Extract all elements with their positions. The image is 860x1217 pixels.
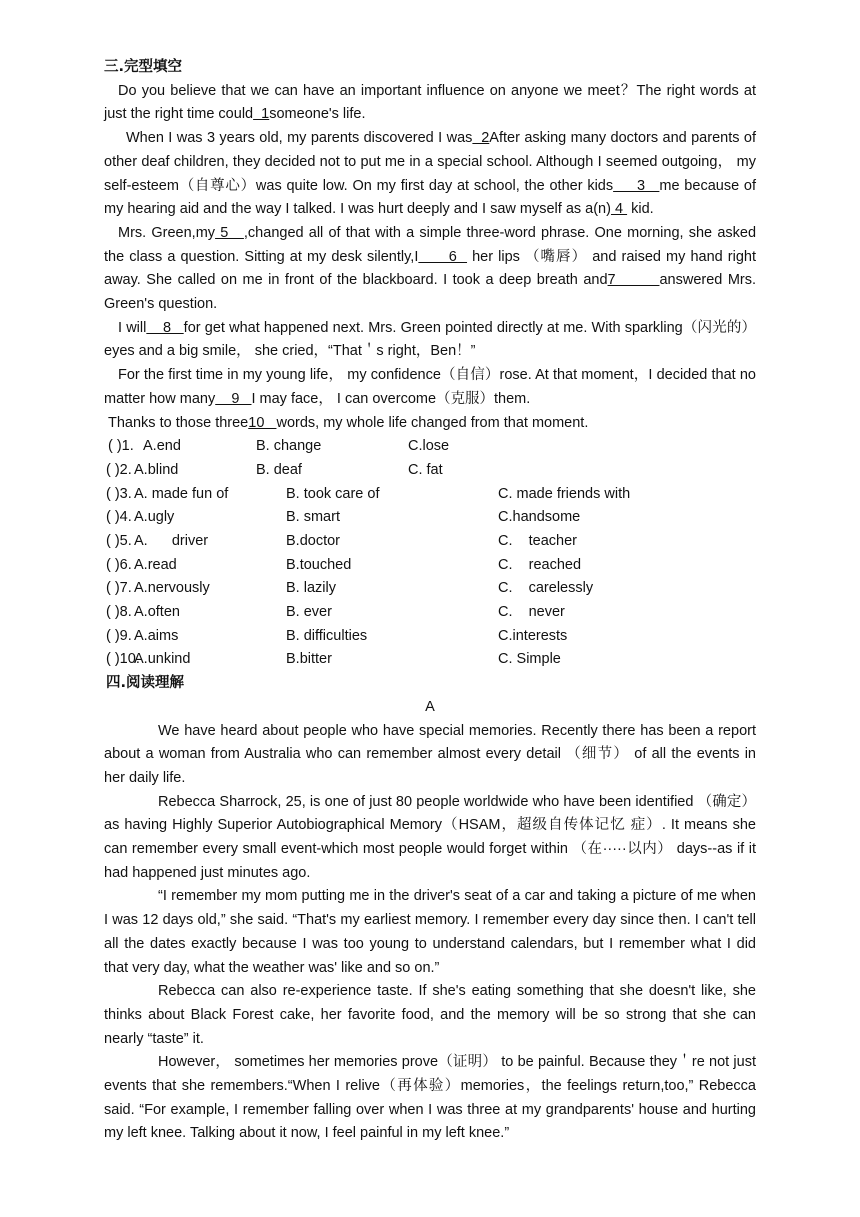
option-row: ( )3. A. made fun of B. took care of C. made friends with xyxy=(106,485,631,502)
option-row: ( )4. A.ugly B. smart C.handsome xyxy=(106,509,581,526)
blank-4: 4 xyxy=(610,201,628,218)
reading-paragraph: Rebecca Sharrock, 25, is one of just 80 people worldwide who have been identified （确定）as having Highly Superior Autobiographical Memory（HSAM，超级自传体记忆 症）. It means she can remember every small event-which most people would forget within （在·····以内） days--as if it had happened just minutes ago. xyxy=(104,793,756,881)
cloze-paragraph-6: Thanks to those three10 words, my whole life changed from that moment. xyxy=(108,414,589,431)
blank-3: 3 xyxy=(613,177,660,194)
option-row: ( )2. A.blind B. deaf C. fat xyxy=(106,461,443,478)
option-row: ( )6. A.read B.touched C. reached xyxy=(106,556,582,573)
option-row: ( )5. A. driver B.doctor C. teacher xyxy=(106,533,577,549)
option-row: ( )7. A.nervously B. lazily C. carelessly xyxy=(106,580,594,597)
blank-9: 9 xyxy=(215,390,252,407)
blank-8: 8 xyxy=(146,319,184,336)
reading-paragraph: However， sometimes her memories prove（证明） to be painful. Because they＇re not just events that she remembers.“When I relive（再体验）memories，the feelings return,too,” Rebecca said. “For example, I remember falling over when I was three at my grandparents' house and hurting my left knee. Talking about it now, I feel painful in my left knee.” xyxy=(104,1054,756,1142)
section-4-title: 四.阅读理解 xyxy=(106,675,185,692)
blank-1: 1 xyxy=(253,106,270,123)
reading-paragraph: Rebecca can also re-experience taste. If she's eating something that she doesn't like, she thinks about Black Forest cake, her favorite food, and the memory will be so strong that she can nearly “taste” it. xyxy=(104,983,756,1047)
blank-10: 10 xyxy=(248,414,277,431)
options-list xyxy=(104,435,756,672)
reading-paragraph: “I remember my mom putting me in the driver's seat of a car and taking a picture of me when I was 12 days old,” she said. “That's my earliest memory. I remember every day since then. I can't tell all the dates exactly because I was too young to understand calendars, but I remember what I did that very day, what the weather was' like and so on.” xyxy=(104,888,756,976)
cloze-paragraph-3: Mrs. Green,my 5 ,changed all of that with a simple three-word phrase. One morning, she asked the class a question. Sitting at my desk silently,I 6 her lips （嘴唇） and raised my hand right away. She called on me in front of the blackboard. I took a deep breath and7 answered Mrs. Green's question. xyxy=(104,224,757,313)
blank-2: 2 xyxy=(472,130,490,147)
option-row: ( )1. A.end B. change C.lose xyxy=(108,438,450,455)
blank-7: 7 xyxy=(607,272,660,289)
cloze-paragraph-5: For the first time in my young life， my confidence（自信）rose. At that moment，I decided that no matter how many 9 I may face， I can overcome（克服）them. xyxy=(104,367,756,407)
document-page xyxy=(104,56,756,1146)
section-3-title: 三.完型填空 xyxy=(104,59,183,75)
blank-6: 6 xyxy=(418,248,468,265)
cloze-paragraph-1: Do you believe that we can have an important influence on anyone we meet？The right words at just the right time could 1someone's life. xyxy=(104,82,756,123)
cloze-paragraph-2: When I was 3 years old, my parents discovered I was 2After asking many doctors and parents of other deaf children, they decided not to put me in a special school. Although I seemed outgoing， my self-esteem（自尊心）was quite low. On my first day at school, the other kids 3 me because of my hearing aid and the way I talked. I was hurt deeply and I saw myself as a(n) 4 kid. xyxy=(104,130,756,218)
cloze-paragraph-4: I will 8 for get what happened next. Mrs. Green pointed directly at me. With sparkling（闪光的） eyes and a big smile， she cried，“That＇s right，Ben！” xyxy=(104,319,756,360)
option-row: ( )8. A.often B. ever C. never xyxy=(106,604,565,621)
option-row: ( )9. A.aims B. difficulties C.interests xyxy=(106,627,568,644)
option-row: ( )10. A.unkind B.bitter C. Simple xyxy=(106,651,561,668)
passage-label: A xyxy=(425,698,435,715)
blank-5: 5 xyxy=(215,224,244,241)
reading-paragraph: We have heard about people who have special memories. Recently there has been a report about a woman from Australia who can remember almost every detail （细节） of all the events in her daily life. xyxy=(104,722,756,786)
